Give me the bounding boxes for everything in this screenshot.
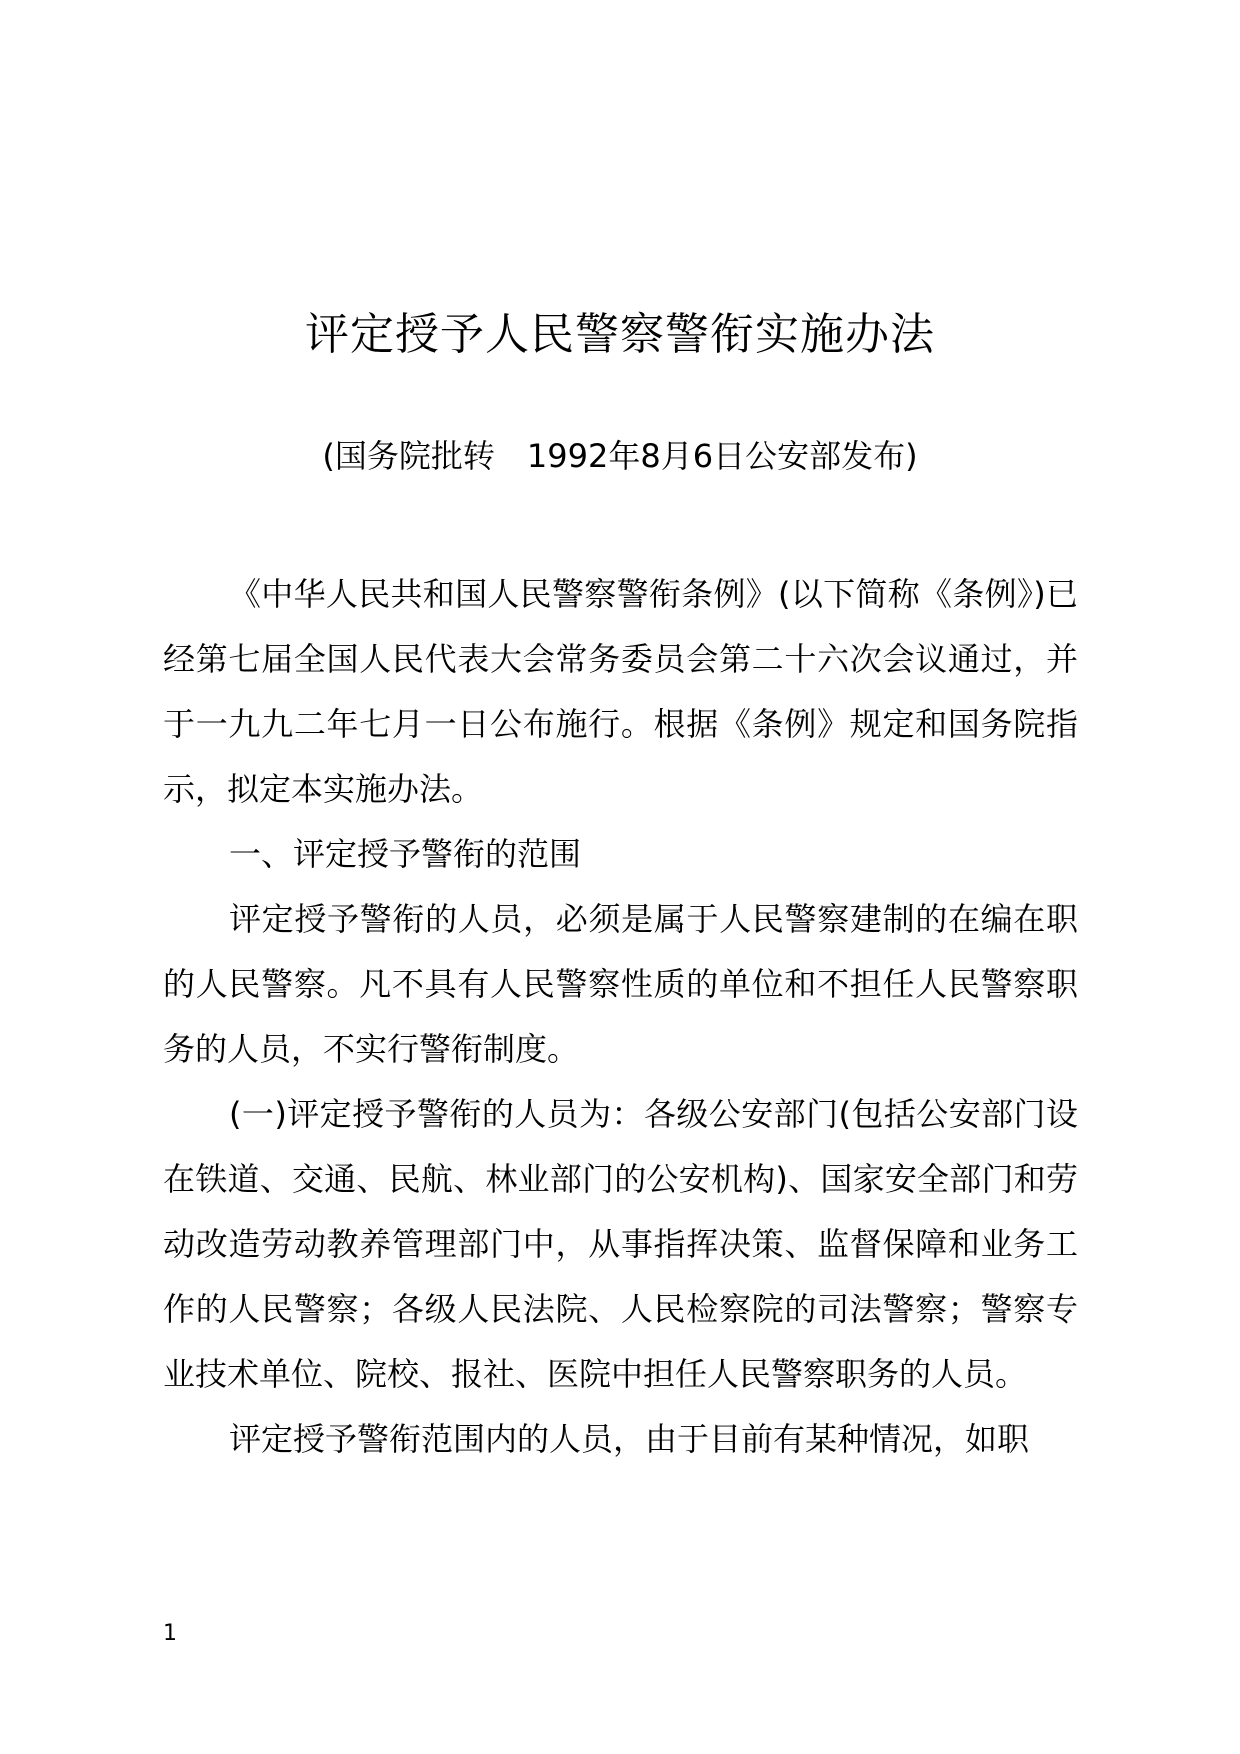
document-subtitle: (国务院批转 1992年8月6日公安部发布): [322, 437, 918, 475]
section-heading-scope: 一、评定授予警衔的范围: [229, 835, 582, 873]
paragraph-preamble: 《中华人民共和国人民警察警衔条例》(以下简称《条例》)已经第七届全国人民代表大会常务委员会第二十六次会议通过，并于一九九二年七月一日公布施行。根据《条例》规定和国务院指示，拟定本实施办法。: [163, 575, 1078, 808]
document-body: [163, 562, 1078, 1472]
paragraph-exceptions: 评定授予警衔范围内的人员，由于目前有某种情况，如职: [229, 1420, 1030, 1458]
document-title: 评定授予人民警察警衔实施办法: [305, 309, 935, 360]
paragraph-eligibility: 评定授予警衔的人员，必须是属于人民警察建制的在编在职的人民警察。凡不具有人民警察性质的单位和不担任人民警察职务的人员，不实行警衔制度。: [163, 900, 1078, 1068]
paragraph-eligible-personnel: (一)评定授予警衔的人员为：各级公安部门(包括公安部门设在铁道、交通、民航、林业部门的公安机构)、国家安全部门和劳动改造劳动教养管理部门中，从事指挥决策、监督保障和业务工作的人民警察；各级人民法院、人民检察院的司法警察；警察专业技术单位、院校、报社、医院中担任人民警察职务的人员。: [163, 1095, 1078, 1393]
page-number: 1: [163, 1621, 177, 1646]
